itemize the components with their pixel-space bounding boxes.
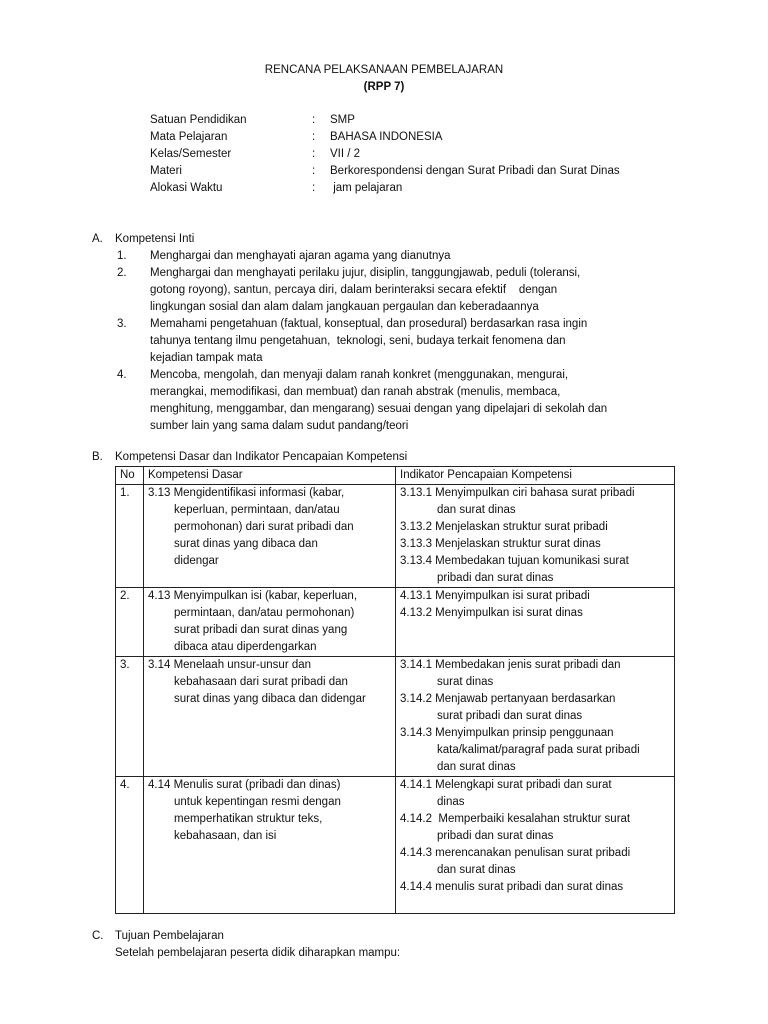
- text-line: surat pribadi dan surat dinas yang: [174, 624, 348, 636]
- section-letter: A.: [92, 233, 103, 245]
- cell-indikator: [396, 657, 675, 777]
- text-line: kejadian tampak mata: [150, 352, 263, 364]
- text-line: kebahasaan, dan isi: [174, 830, 277, 842]
- identity-row: [150, 163, 670, 180]
- kompetensi-inti-list: [117, 248, 677, 435]
- text-line: 3.13.2 Menjelaskan struktur surat pribadi: [400, 521, 608, 533]
- identity-separator: :: [312, 165, 316, 177]
- column-header-no: No: [116, 467, 144, 485]
- text-line: didengar: [174, 555, 219, 567]
- list-item-number: 4.: [117, 369, 127, 381]
- text-line: 3.13.4 Membedakan tujuan komunikasi surat: [400, 555, 629, 567]
- identity-separator: :: [312, 148, 316, 160]
- list-item-number: 1.: [117, 250, 127, 262]
- section-letter: B.: [92, 451, 103, 463]
- list-item-text: [150, 248, 660, 265]
- text-line: surat dinas: [437, 676, 494, 688]
- identity-separator: :: [312, 131, 316, 143]
- text-line: permintaan, dan/atau permohonan): [174, 607, 355, 619]
- section-letter: C.: [92, 930, 104, 942]
- text-line: surat pribadi dan surat dinas: [437, 710, 583, 722]
- text-line: 3.14 Menelaah unsur-unsur dan: [148, 659, 312, 671]
- text-line: keperluan, permintaan, dan/atau: [174, 504, 340, 516]
- text-line: merangkai, memodifikasi, dan membuat) dan ranah abstrak (menulis, membaca,: [150, 386, 561, 398]
- text-line: 3.13.3 Menjelaskan struktur surat dinas: [400, 538, 601, 550]
- text-line: 4.13.2 Menyimpulkan isi surat dinas: [400, 607, 583, 619]
- text-line: dinas: [437, 796, 465, 808]
- tujuan-intro: Setelah pembelajaran peserta didik diharapkan mampu:: [115, 947, 401, 959]
- text-line: dan surat dinas: [437, 504, 516, 516]
- identity-row: [150, 146, 670, 163]
- document-title: RENCANA PELAKSANAAN PEMBELAJARAN: [264, 64, 504, 76]
- identity-row: [150, 129, 670, 146]
- text-line: 4.14.4 menulis surat pribadi dan surat dinas: [400, 881, 624, 893]
- text-line: 3.14.1 Membedakan jenis surat pribadi dan: [400, 659, 621, 671]
- text-line: pribadi dan surat dinas: [437, 572, 554, 584]
- identity-label: Satuan Pendidikan: [150, 114, 247, 126]
- cell-no: 4.: [116, 777, 144, 914]
- identity-value: jam pelajaran: [330, 182, 403, 194]
- cell-no: 3.: [116, 657, 144, 777]
- text-line: sumber lain yang sama dalam sudut pandang/teori: [150, 420, 409, 432]
- cell-kompetensi-dasar: [144, 588, 396, 657]
- text-line: 4.13 Menyimpulkan isi (kabar, keperluan,: [148, 590, 358, 602]
- text-line: Mencoba, mengolah, dan menyaji dalam ranah konkret (menggunakan, mengurai,: [150, 369, 569, 381]
- text-line: surat dinas yang dibaca dan didengar: [174, 693, 366, 705]
- identity-value: BAHASA INDONESIA: [330, 131, 443, 143]
- cell-indikator: [396, 485, 675, 588]
- cell-no: 1.: [116, 485, 144, 588]
- text-line: menghitung, menggambar, dan mengarang) sesuai dengan yang dipelajari di sekolah dan: [150, 403, 608, 415]
- text-line: 3.13 Mengidentifikasi informasi (kabar,: [148, 487, 345, 499]
- text-line: 4.14.2 Memperbaiki kesalahan struktur surat: [400, 813, 631, 825]
- cell-indikator: [396, 777, 675, 914]
- document-subtitle: (RPP 7): [363, 81, 405, 93]
- text-line: 4.13.1 Menyimpulkan isi surat pribadi: [400, 590, 590, 602]
- list-item-text: [150, 316, 660, 367]
- text-line: dibaca atau diperdengarkan: [174, 641, 317, 653]
- cell-no: 2.: [116, 588, 144, 657]
- identity-value: Berkorespondensi dengan Surat Pribadi dan Surat Dinas: [330, 165, 620, 177]
- text-line: pribadi dan surat dinas: [437, 830, 554, 842]
- text-line: Menghargai dan menghayati ajaran agama yang dianutnya: [150, 250, 451, 262]
- text-line: 4.14.1 Melengkapi surat pribadi dan surat: [400, 779, 612, 791]
- text-line: tahunya tentang ilmu pengetahuan, teknologi, seni, budaya terkait fenomena dan: [150, 335, 566, 347]
- text-line: 4.14.3 merencanakan penulisan surat pribadi: [400, 847, 631, 859]
- section-title: Kompetensi Inti: [115, 233, 195, 245]
- table-row: [116, 588, 675, 657]
- text-line: 4.14 Menulis surat (pribadi dan dinas): [148, 779, 341, 791]
- identity-row: [150, 112, 670, 129]
- table-header-row: [116, 467, 675, 485]
- text-line: Memahami pengetahuan (faktual, konseptual, dan prosedural) berdasarkan rasa ingin: [150, 318, 588, 330]
- section-title: Tujuan Pembelajaran: [115, 930, 224, 942]
- text-line: Menghargai dan menghayati perilaku jujur, disiplin, tanggungjawab, peduli (toleransi,: [150, 267, 581, 279]
- identity-label: Mata Pelajaran: [150, 131, 228, 143]
- identity-separator: :: [312, 182, 316, 194]
- text-line: lingkungan sosial dan alam dalam jangkauan pergaulan dan keberadaannya: [150, 301, 539, 313]
- cell-kompetensi-dasar: [144, 485, 396, 588]
- identity-value: SMP: [330, 114, 355, 126]
- identity-row: [150, 180, 670, 197]
- column-header-kd: Kompetensi Dasar: [144, 467, 396, 485]
- identity-value: VII / 2: [330, 148, 361, 160]
- cell-indikator: [396, 588, 675, 657]
- text-line: memperhatikan struktur teks,: [174, 813, 323, 825]
- list-item-text: [150, 367, 660, 435]
- column-header-indikator: Indikator Pencapaian Kompetensi: [396, 467, 675, 485]
- table-row: [116, 777, 675, 914]
- text-line: permohonan) dari surat pribadi dan: [174, 521, 354, 533]
- text-line: untuk kepentingan resmi dengan: [174, 796, 341, 808]
- list-item-number: 2.: [117, 267, 127, 279]
- section-title: Kompetensi Dasar dan Indikator Pencapaian Kompetensi: [115, 451, 408, 463]
- text-line: 3.14.2 Menjawab pertanyaan berdasarkan: [400, 693, 616, 705]
- text-line: dan surat dinas: [437, 864, 516, 876]
- identity-label: Materi: [150, 165, 182, 177]
- text-line: surat dinas yang dibaca dan: [174, 538, 318, 550]
- text-line: kebahasaan dari surat pribadi dan: [174, 676, 348, 688]
- cell-kompetensi-dasar: [144, 777, 396, 914]
- identity-separator: :: [312, 114, 316, 126]
- text-line: 3.13.1 Menyimpulkan ciri bahasa surat pribadi: [400, 487, 635, 499]
- list-item-number: 3.: [117, 318, 127, 330]
- list-item: [117, 367, 677, 435]
- identity-label: Alokasi Waktu: [150, 182, 223, 194]
- text-line: 3.14.3 Menyimpulkan prinsip penggunaan: [400, 727, 614, 739]
- list-item-text: [150, 265, 660, 316]
- text-line: gotong royong), santun, percaya diri, dalam berinteraksi secara efektif dengan: [150, 284, 558, 296]
- identity-block: [150, 112, 670, 197]
- table-row: [116, 657, 675, 777]
- text-line: dan surat dinas: [437, 761, 516, 773]
- text-line: kata/kalimat/paragraf pada surat pribadi: [437, 744, 640, 756]
- cell-kompetensi-dasar: [144, 657, 396, 777]
- list-item: [117, 248, 677, 265]
- table-row: [116, 485, 675, 588]
- kompetensi-table: [115, 466, 675, 914]
- identity-label: Kelas/Semester: [150, 148, 232, 160]
- list-item: [117, 316, 677, 367]
- list-item: [117, 265, 677, 316]
